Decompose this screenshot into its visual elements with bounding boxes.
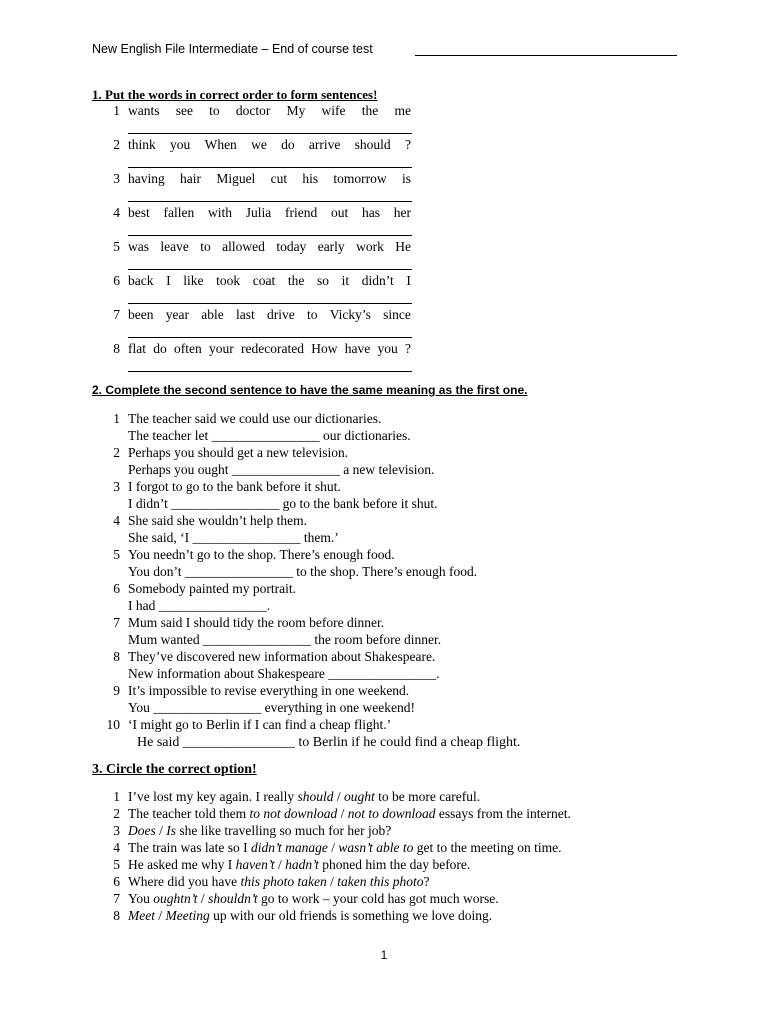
word: fallen — [163, 205, 195, 220]
word: leave — [160, 239, 189, 254]
word: you — [377, 341, 398, 356]
original-sentence: ‘I might go to Berlin if I can find a cheap flight.’ — [128, 717, 392, 732]
word: it — [341, 273, 350, 288]
item-number: 4 — [113, 840, 120, 855]
sentence-text: / — [154, 908, 166, 923]
item-number: 9 — [113, 683, 120, 698]
original-sentence: I forgot to go to the bank before it shut. — [128, 479, 341, 494]
option-choice[interactable]: ought — [343, 789, 375, 804]
word: back — [128, 273, 154, 288]
word: is — [401, 171, 411, 186]
section-1-heading: 1. Put the words in correct order to form sentences! — [92, 87, 378, 102]
word: wife — [321, 103, 346, 118]
item-number: 8 — [113, 649, 120, 664]
word: you — [170, 137, 191, 152]
item-number: 10 — [106, 717, 120, 732]
word: do — [153, 341, 167, 356]
word: do — [281, 137, 295, 152]
word: was — [128, 239, 149, 254]
sentence-text: I’ve lost my key again. I really — [128, 789, 298, 804]
word: his — [302, 171, 319, 186]
word: so — [317, 273, 330, 288]
word: arrive — [308, 137, 341, 152]
gap-sentence[interactable]: I had ________________. — [128, 598, 271, 613]
word: often — [174, 341, 202, 356]
word: me — [394, 103, 411, 118]
option-choice[interactable]: should — [297, 789, 334, 804]
gap-sentence[interactable]: I didn’t ________________ go to the bank before it shut. — [128, 496, 438, 511]
section-3-heading: 3. Circle the correct option! — [92, 762, 257, 777]
word: cut — [270, 171, 288, 186]
word: He — [395, 239, 411, 254]
gap-sentence[interactable]: The teacher let ________________ our dictionaries. — [128, 428, 411, 443]
option-sentence — [128, 908, 492, 924]
option-choice[interactable]: Does — [128, 823, 156, 838]
gap-sentence[interactable]: You don’t ________________ to the shop. There’s enough food. — [128, 564, 478, 579]
sentence-text: get to the meeting on time. — [413, 840, 562, 855]
sentence-text: go to work – your cold has got much worse. — [257, 891, 499, 906]
option-choice[interactable]: didn’t manage — [250, 840, 328, 855]
word: wants — [128, 103, 160, 118]
word: with — [207, 205, 232, 220]
option-choice[interactable]: to not download — [249, 806, 338, 821]
answer-line[interactable] — [128, 133, 412, 134]
word: the — [287, 273, 305, 288]
answer-line[interactable] — [128, 201, 412, 202]
option-sentence — [128, 823, 391, 839]
option-choice[interactable]: Meeting — [165, 908, 210, 923]
sentence-text: phoned him the day before. — [318, 857, 471, 872]
option-choice[interactable]: oughtn’t — [153, 891, 198, 906]
answer-line[interactable] — [128, 167, 412, 168]
sentence-text: / — [326, 874, 338, 889]
word: tomorrow — [333, 171, 387, 186]
word: Julia — [245, 205, 272, 220]
word: to — [306, 307, 318, 322]
gap-sentence[interactable]: Perhaps you ought ________________ a new television. — [128, 462, 435, 477]
word: out — [330, 205, 349, 220]
item-number: 5 — [113, 547, 120, 562]
word: friend — [285, 205, 318, 220]
original-sentence: The teacher said we could use our dictionaries. — [128, 411, 382, 426]
item-number: 8 — [113, 341, 120, 356]
answer-line[interactable] — [128, 303, 412, 304]
word: your — [209, 341, 234, 356]
item-number: 1 — [113, 103, 120, 118]
original-sentence: Mum said I should tidy the room before dinner. — [128, 615, 385, 630]
word: best — [128, 205, 150, 220]
word: Vicky’s — [329, 307, 371, 322]
item-number: 1 — [113, 789, 120, 804]
word: doctor — [235, 103, 271, 118]
option-choice[interactable]: Is — [166, 823, 177, 838]
word: been — [128, 307, 154, 322]
option-sentence — [128, 874, 429, 890]
item-number: 6 — [113, 273, 120, 288]
answer-line[interactable] — [128, 371, 412, 372]
word: Miguel — [216, 171, 256, 186]
item-number: 3 — [113, 823, 120, 838]
scrambled-words — [128, 273, 411, 289]
item-number: 6 — [113, 581, 120, 596]
word: I — [166, 273, 171, 288]
word: When — [204, 137, 237, 152]
option-choice[interactable]: wasn’t able to — [338, 840, 414, 855]
sentence-text: The train was late so I — [128, 840, 251, 855]
sentence-text: / — [337, 806, 348, 821]
name-answer-line[interactable] — [415, 55, 677, 56]
option-sentence — [128, 857, 470, 873]
option-sentence — [128, 840, 561, 856]
word: I — [406, 273, 411, 288]
sentence-text: / — [333, 789, 344, 804]
sentence-text: / — [155, 823, 167, 838]
word: since — [383, 307, 411, 322]
item-number: 4 — [113, 205, 120, 220]
item-number: 7 — [113, 307, 120, 322]
word: coat — [252, 273, 276, 288]
word: should — [354, 137, 391, 152]
original-sentence: Somebody painted my portrait. — [128, 581, 296, 596]
item-number: 3 — [113, 479, 120, 494]
sentence-text: He asked me why I — [128, 857, 236, 872]
item-number: 8 — [113, 908, 120, 923]
original-sentence: They’ve discovered new information about Shakespeare. — [128, 649, 436, 664]
item-number: 2 — [113, 806, 120, 821]
word: hair — [180, 171, 202, 186]
scrambled-words — [128, 103, 411, 119]
option-sentence — [128, 891, 499, 907]
sentence-text: to be more careful. — [374, 789, 481, 804]
word: has — [362, 205, 380, 220]
word: to — [209, 103, 220, 118]
word: think — [128, 137, 156, 152]
word: redecorated — [241, 341, 304, 356]
answer-line[interactable] — [128, 269, 412, 270]
sentence-text: / — [327, 840, 339, 855]
word: have — [344, 341, 371, 356]
word: last — [235, 307, 255, 322]
item-number: 6 — [113, 874, 120, 889]
word: work — [356, 239, 384, 254]
item-number: 4 — [113, 513, 120, 528]
word: allowed — [222, 239, 265, 254]
sentence-text: / — [197, 891, 209, 906]
word: see — [175, 103, 193, 118]
sentence-text: Where did you have — [128, 874, 241, 889]
original-sentence: You needn’t go to the shop. There’s enough food. — [128, 547, 395, 562]
scrambled-words — [128, 307, 411, 323]
option-choice[interactable]: Meet — [128, 908, 155, 923]
word: ? — [404, 137, 411, 152]
scrambled-words — [128, 205, 411, 221]
section-2-heading: 2. Complete the second sentence to have the same meaning as the first one. — [92, 383, 528, 397]
word: today — [276, 239, 307, 254]
scrambled-words — [128, 239, 411, 255]
scrambled-words — [128, 341, 411, 357]
scrambled-words — [128, 137, 411, 153]
answer-line[interactable] — [128, 337, 412, 338]
item-number: 2 — [113, 137, 120, 152]
option-choice[interactable]: not to download — [347, 806, 436, 821]
gap-sentence[interactable]: New information about Shakespeare ________________. — [128, 666, 440, 681]
option-choice[interactable]: shouldn’t — [208, 891, 258, 906]
gap-sentence[interactable]: Mum wanted ________________ the room before dinner. — [128, 632, 442, 647]
sentence-text: You — [128, 891, 154, 906]
option-sentence — [128, 806, 571, 822]
word: drive — [266, 307, 295, 322]
sentence-text: ? — [423, 874, 430, 889]
word: we — [251, 137, 267, 152]
original-sentence: Perhaps you should get a new television. — [128, 445, 349, 460]
word: to — [200, 239, 211, 254]
sentence-text: essays from the internet. — [435, 806, 571, 821]
gap-sentence[interactable]: You ________________ everything in one weekend! — [128, 700, 415, 715]
item-number: 7 — [113, 891, 120, 906]
word: like — [183, 273, 204, 288]
item-number: 2 — [113, 445, 120, 460]
word: her — [393, 205, 411, 220]
option-sentence — [128, 789, 480, 805]
scrambled-words — [128, 171, 411, 187]
option-choice[interactable]: haven’t — [235, 857, 275, 872]
original-sentence: It’s impossible to revise everything in one weekend. — [128, 683, 410, 698]
document-header-title: New English File Intermediate – End of course test — [92, 42, 373, 56]
word: the — [361, 103, 379, 118]
option-choice[interactable]: taken this photo — [337, 874, 424, 889]
word: year — [165, 307, 189, 322]
option-choice[interactable]: this photo taken — [240, 874, 327, 889]
item-number: 3 — [113, 171, 120, 186]
original-sentence: She said she wouldn’t help them. — [128, 513, 307, 528]
answer-line[interactable] — [128, 235, 412, 236]
sentence-text: up with our old friends is something we love doing. — [209, 908, 493, 923]
word: able — [201, 307, 224, 322]
word: ? — [404, 341, 411, 356]
item-number: 1 — [113, 411, 120, 426]
sentence-text: The teacher told them — [128, 806, 250, 821]
option-choice[interactable]: hadn’t — [285, 857, 319, 872]
word: didn’t — [361, 273, 394, 288]
word: took — [216, 273, 241, 288]
word: having — [128, 171, 165, 186]
gap-sentence[interactable]: She said, ‘I ________________ them.’ — [128, 530, 339, 545]
page-number: 1 — [380, 948, 388, 962]
item-number: 7 — [113, 615, 120, 630]
sentence-text: she like travelling so much for her job? — [176, 823, 392, 838]
gap-sentence[interactable]: He said ________________ to Berlin if he could find a cheap flight. — [137, 735, 521, 750]
word: How — [311, 341, 338, 356]
word: flat — [128, 341, 146, 356]
item-number: 5 — [113, 857, 120, 872]
sentence-text: / — [274, 857, 286, 872]
word: early — [317, 239, 345, 254]
item-number: 5 — [113, 239, 120, 254]
word: My — [286, 103, 306, 118]
